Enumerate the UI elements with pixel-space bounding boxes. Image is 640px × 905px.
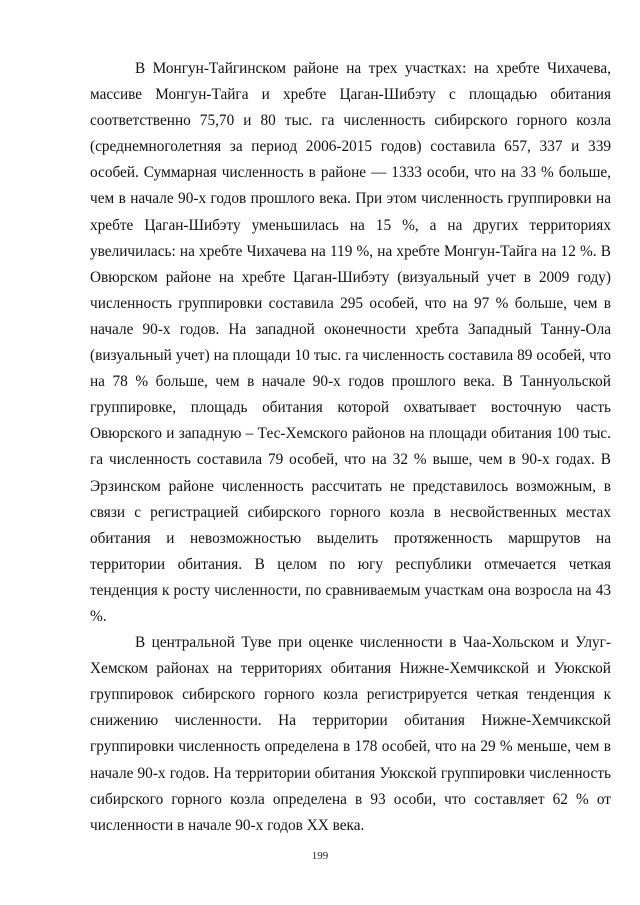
body-text bbox=[90, 56, 611, 839]
page-number: 199 bbox=[311, 850, 329, 862]
paragraph-1: В Монгун-Тайгинском районе на трех участках: на хребте Чихачева, массиве Монгун-Тайга и хребте Цаган-Шибэту с площадью обитания соответственно 75,70 и 80 тыс. га численность сибирского горного козла (среднемноголетняя за период 2006-2015 годов) составила 657, 337 и 339 особей. Суммарная численность в районе — 1333 особи, что на 33 % больше, чем в начале 90-х годов прошлого века. При этом численность группировки на хребте Цаган-Шибэту уменьшилась на 15 %, а на других территориях увеличилась: на хребте Чихачева на 119 %, на хребте Монгун-Тайга на 12 %. В Овюрском районе на хребте Цаган-Шибэту (визуальный учет в 2009 году) численность группировки составила 295 особей, что на 97 % больше, чем в начале 90-х годов. На западной оконечности хребта Западный Танну-Ола (визуальный учет) на площади 10 тыс. га численность составила 89 особей, что на 78 % больше, чем в начале 90-х годов прошлого века. В Таннуольской группировке, площадь обитания которой охватывает восточную часть Овюрского и западную – Тес-Хемского районов на площади обитания 100 тыс. га численность составила 79 особей, что на 32 % выше, чем в 90-х годах. В Эрзинском районе численность рассчитать не представилось возможным, в связи с регистрацией сибирского горного козла в несвойственных местах обитания и невозможностью выделить протяженность маршрутов на территории обитания. В целом по югу республики отмечается четкая тенденция к росту численности, по сравниваемым участкам она возросла на 43 %. bbox=[90, 60, 611, 625]
paragraph-2: В центральной Туве при оценке численности в Чаа-Хольском и Улуг-Хемском районах на территориях обитания Нижне-Хемчикской и Уюкской группировок сибирского горного козла регистрируется четкая тенденция к снижению численности. На территории обитания Нижне-Хемчикской группировки численность определена в 178 особей, что на 29 % меньше, чем в начале 90-х годов. На территории обитания Уюкской группировки численность сибирского горного козла определена в 93 особи, что составляет 62 % от численности в начале 90-х годов XX века. bbox=[90, 634, 611, 834]
